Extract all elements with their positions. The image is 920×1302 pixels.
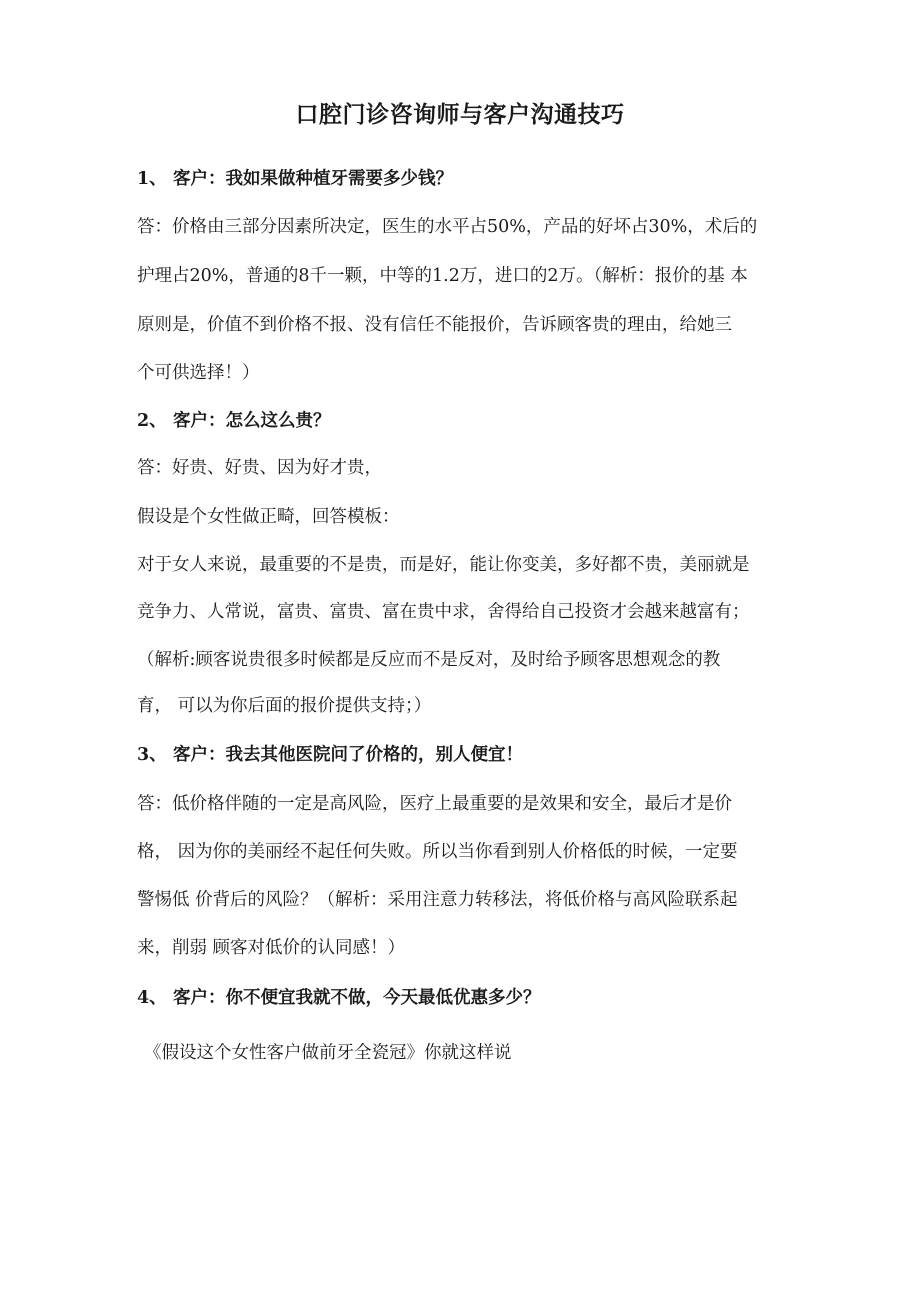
answer-line: 竞争力、人常说，富贵、富贵、富在贵中求，舍得给自己投资才会越来越富有； xyxy=(137,602,750,622)
question-text: 客户：我去其他医院问了价格的，别人便宜！ xyxy=(173,745,523,765)
answer-line: 《假设这个女性客户做前牙全瓷冠》你就这样说 xyxy=(144,1043,512,1063)
answer-line: 护理占20%，普通的8千一颗，中等的1.2万，进口的2万。（解析：报价的基 本 xyxy=(137,266,748,286)
answer-line: 假设是个女性做正畸，回答模板： xyxy=(137,507,400,527)
question-3 xyxy=(137,743,523,767)
answer-line: 格， 因为你的美丽经不起任何失败。所以当你看到别人价格低的时候，一定要 xyxy=(137,842,738,862)
question-number: 3、 xyxy=(137,745,167,765)
question-text: 客户：我如果做种植牙需要多少钱？ xyxy=(173,169,453,189)
question-text: 客户：你不便宜我就不做，今天最低优惠多少？ xyxy=(173,988,541,1008)
answer-line: 答：好贵、好贵、因为好才贵， xyxy=(137,458,382,478)
answer-line: 个可供选择！） xyxy=(137,363,260,383)
answer-line: 答：价格由三部分因素所决定，医生的水平占50%，产品的好坏占30%，术后的 xyxy=(137,217,758,237)
answer-line: 育， 可以为你后面的报价提供支持；） xyxy=(137,696,432,716)
question-text: 客户：怎么这么贵？ xyxy=(173,411,331,431)
answer-line: 原则是，价值不到价格不报、没有信任不能报价，告诉顾客贵的理由，给她三 xyxy=(137,315,732,335)
question-2 xyxy=(137,409,331,433)
answer-line: 来，削弱 顾客对低价的认同感！） xyxy=(137,938,406,958)
question-number: 4、 xyxy=(137,988,167,1008)
question-number: 1、 xyxy=(137,169,167,189)
question-number: 2、 xyxy=(137,411,167,431)
answer-line: 对于女人来说，最重要的不是贵，而是好，能让你变美，多好都不贵，美丽就是 xyxy=(137,555,750,575)
answer-line: 警惕低 价背后的风险？（解析：采用注意力转移法，将低价格与高风险联系起 xyxy=(137,890,738,910)
question-1 xyxy=(137,167,453,191)
answer-line: （解析:顾客说贵很多时候都是反应而不是反对，及时给予顾客思想观念的教 xyxy=(137,650,721,670)
question-4 xyxy=(137,986,541,1010)
answer-line: 答：低价格伴随的一定是高风险，医疗上最重要的是效果和安全，最后才是价 xyxy=(137,794,732,814)
page-title: 口腔门诊咨询师与客户沟通技巧 xyxy=(295,101,625,128)
